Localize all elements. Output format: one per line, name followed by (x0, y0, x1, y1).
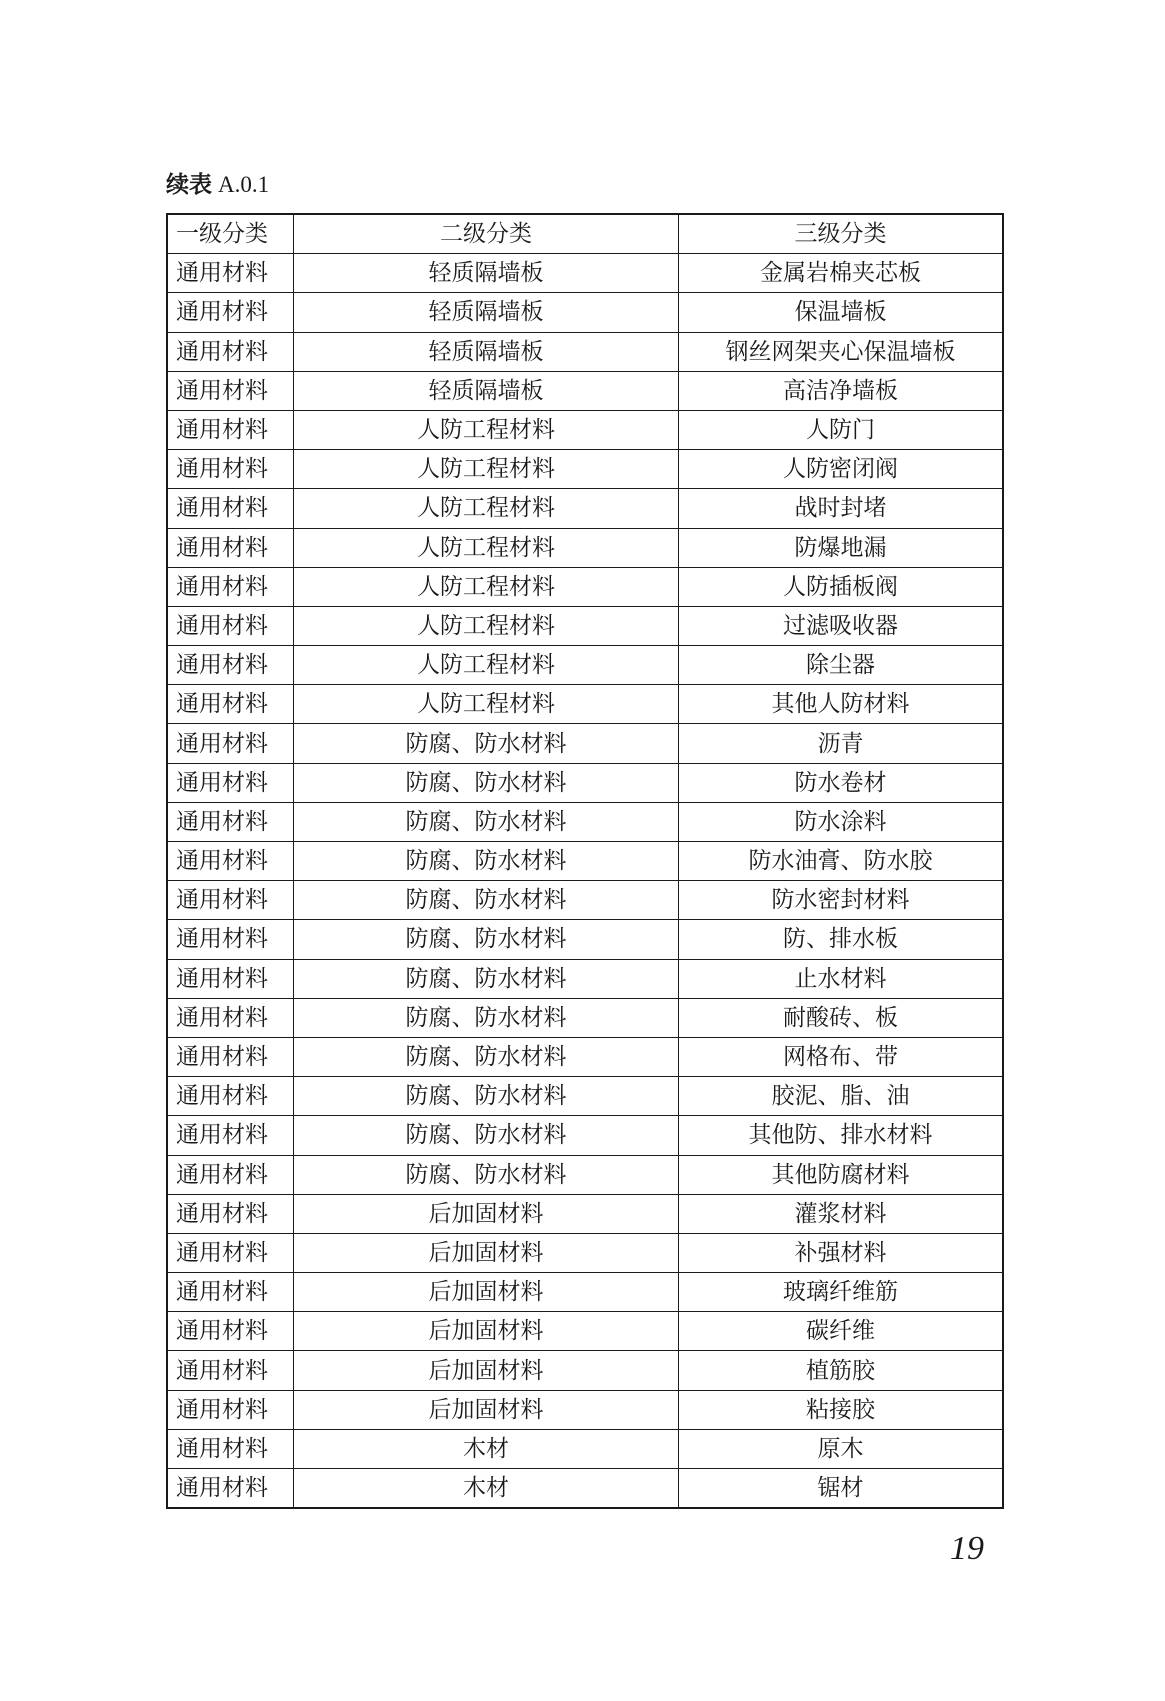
cell-level-3: 除尘器 (679, 646, 1004, 685)
cell-level-1: 通用材料 (167, 920, 294, 959)
cell-level-3: 高洁净墙板 (679, 371, 1004, 410)
cell-level-3: 灌浆材料 (679, 1194, 1004, 1233)
table-row (167, 724, 1003, 763)
cell-level-2: 防腐、防水材料 (294, 920, 679, 959)
classification-table (166, 213, 1004, 1509)
cell-level-2: 人防工程材料 (294, 685, 679, 724)
cell-level-1: 通用材料 (167, 881, 294, 920)
table-row (167, 959, 1003, 998)
cell-level-2: 人防工程材料 (294, 646, 679, 685)
cell-level-3: 防水密封材料 (679, 881, 1004, 920)
cell-level-3: 锯材 (679, 1469, 1004, 1509)
cell-level-1: 通用材料 (167, 959, 294, 998)
cell-level-3: 网格布、带 (679, 1037, 1004, 1076)
table-row (167, 293, 1003, 332)
cell-level-3: 其他防腐材料 (679, 1155, 1004, 1194)
cell-level-1: 通用材料 (167, 1469, 294, 1509)
cell-level-1: 通用材料 (167, 1429, 294, 1468)
cell-level-1: 通用材料 (167, 1351, 294, 1390)
table-row (167, 920, 1003, 959)
cell-level-2: 后加固材料 (294, 1273, 679, 1312)
table-row (167, 998, 1003, 1037)
cell-level-3: 止水材料 (679, 959, 1004, 998)
cell-level-3: 金属岩棉夹芯板 (679, 254, 1004, 293)
cell-level-3: 防爆地漏 (679, 528, 1004, 567)
table-row (167, 606, 1003, 645)
cell-level-3: 防水卷材 (679, 763, 1004, 802)
cell-level-3: 原木 (679, 1429, 1004, 1468)
cell-level-1: 通用材料 (167, 371, 294, 410)
cell-level-1: 通用材料 (167, 1390, 294, 1429)
cell-level-1: 通用材料 (167, 1037, 294, 1076)
header-level-1: 一级分类 (167, 214, 294, 254)
cell-level-3: 耐酸砖、板 (679, 998, 1004, 1037)
cell-level-2: 人防工程材料 (294, 567, 679, 606)
cell-level-1: 通用材料 (167, 1312, 294, 1351)
cell-level-2: 防腐、防水材料 (294, 1077, 679, 1116)
cell-level-3: 过滤吸收器 (679, 606, 1004, 645)
cell-level-3: 防水涂料 (679, 802, 1004, 841)
table-caption-number: A.0.1 (218, 172, 270, 197)
cell-level-2: 轻质隔墙板 (294, 293, 679, 332)
table-row (167, 1390, 1003, 1429)
cell-level-1: 通用材料 (167, 1155, 294, 1194)
cell-level-2: 轻质隔墙板 (294, 254, 679, 293)
cell-level-1: 通用材料 (167, 646, 294, 685)
cell-level-1: 通用材料 (167, 254, 294, 293)
cell-level-2: 木材 (294, 1469, 679, 1509)
cell-level-2: 轻质隔墙板 (294, 332, 679, 371)
table-body (167, 254, 1003, 1509)
header-level-2: 二级分类 (294, 214, 679, 254)
table-header-row (167, 214, 1003, 254)
table-row (167, 489, 1003, 528)
cell-level-2: 后加固材料 (294, 1390, 679, 1429)
table-row (167, 646, 1003, 685)
cell-level-2: 防腐、防水材料 (294, 959, 679, 998)
cell-level-3: 沥青 (679, 724, 1004, 763)
cell-level-1: 通用材料 (167, 332, 294, 371)
cell-level-2: 防腐、防水材料 (294, 881, 679, 920)
table-row (167, 1273, 1003, 1312)
table-row (167, 1116, 1003, 1155)
table-row (167, 1194, 1003, 1233)
table-row (167, 1351, 1003, 1390)
cell-level-1: 通用材料 (167, 1194, 294, 1233)
cell-level-1: 通用材料 (167, 842, 294, 881)
cell-level-2: 防腐、防水材料 (294, 998, 679, 1037)
cell-level-2: 后加固材料 (294, 1194, 679, 1233)
cell-level-2: 后加固材料 (294, 1233, 679, 1272)
cell-level-2: 人防工程材料 (294, 410, 679, 449)
cell-level-1: 通用材料 (167, 410, 294, 449)
cell-level-3: 其他防、排水材料 (679, 1116, 1004, 1155)
cell-level-2: 后加固材料 (294, 1351, 679, 1390)
cell-level-2: 防腐、防水材料 (294, 724, 679, 763)
cell-level-2: 人防工程材料 (294, 528, 679, 567)
cell-level-2: 防腐、防水材料 (294, 802, 679, 841)
cell-level-1: 通用材料 (167, 1273, 294, 1312)
table-caption (166, 170, 269, 200)
cell-level-3: 胶泥、脂、油 (679, 1077, 1004, 1116)
table-row (167, 567, 1003, 606)
table-row (167, 802, 1003, 841)
cell-level-2: 防腐、防水材料 (294, 1037, 679, 1076)
cell-level-1: 通用材料 (167, 1116, 294, 1155)
table-row (167, 1233, 1003, 1272)
cell-level-3: 防水油膏、防水胶 (679, 842, 1004, 881)
cell-level-1: 通用材料 (167, 998, 294, 1037)
table-row (167, 450, 1003, 489)
cell-level-3: 粘接胶 (679, 1390, 1004, 1429)
cell-level-1: 通用材料 (167, 606, 294, 645)
cell-level-2: 防腐、防水材料 (294, 763, 679, 802)
cell-level-1: 通用材料 (167, 1233, 294, 1272)
table-row (167, 1312, 1003, 1351)
cell-level-2: 防腐、防水材料 (294, 1116, 679, 1155)
cell-level-3: 人防插板阀 (679, 567, 1004, 606)
cell-level-2: 人防工程材料 (294, 489, 679, 528)
table-row (167, 528, 1003, 567)
table-caption-label: 续表 (166, 172, 212, 198)
table-row (167, 410, 1003, 449)
cell-level-1: 通用材料 (167, 293, 294, 332)
cell-level-3: 保温墙板 (679, 293, 1004, 332)
cell-level-3: 战时封堵 (679, 489, 1004, 528)
table-row (167, 371, 1003, 410)
cell-level-1: 通用材料 (167, 685, 294, 724)
table-row (167, 1037, 1003, 1076)
cell-level-1: 通用材料 (167, 1077, 294, 1116)
table-row (167, 881, 1003, 920)
table-row (167, 1469, 1003, 1509)
cell-level-1: 通用材料 (167, 763, 294, 802)
table-row (167, 1429, 1003, 1468)
cell-level-2: 轻质隔墙板 (294, 371, 679, 410)
cell-level-3: 植筋胶 (679, 1351, 1004, 1390)
table-row (167, 685, 1003, 724)
cell-level-3: 人防密闭阀 (679, 450, 1004, 489)
table-row (167, 1155, 1003, 1194)
page-number: 19 (950, 1530, 984, 1567)
cell-level-2: 后加固材料 (294, 1312, 679, 1351)
cell-level-1: 通用材料 (167, 724, 294, 763)
cell-level-1: 通用材料 (167, 528, 294, 567)
cell-level-2: 人防工程材料 (294, 450, 679, 489)
cell-level-2: 防腐、防水材料 (294, 1155, 679, 1194)
cell-level-2: 木材 (294, 1429, 679, 1468)
header-level-3: 三级分类 (679, 214, 1004, 254)
cell-level-3: 玻璃纤维筋 (679, 1273, 1004, 1312)
cell-level-2: 防腐、防水材料 (294, 842, 679, 881)
cell-level-3: 防、排水板 (679, 920, 1004, 959)
cell-level-1: 通用材料 (167, 450, 294, 489)
cell-level-3: 钢丝网架夹心保温墙板 (679, 332, 1004, 371)
table-row (167, 763, 1003, 802)
cell-level-1: 通用材料 (167, 567, 294, 606)
table-row (167, 1077, 1003, 1116)
cell-level-3: 碳纤维 (679, 1312, 1004, 1351)
table-row (167, 842, 1003, 881)
cell-level-3: 人防门 (679, 410, 1004, 449)
table-row (167, 254, 1003, 293)
table-row (167, 332, 1003, 371)
cell-level-2: 人防工程材料 (294, 606, 679, 645)
cell-level-3: 其他人防材料 (679, 685, 1004, 724)
cell-level-3: 补强材料 (679, 1233, 1004, 1272)
cell-level-1: 通用材料 (167, 489, 294, 528)
cell-level-1: 通用材料 (167, 802, 294, 841)
